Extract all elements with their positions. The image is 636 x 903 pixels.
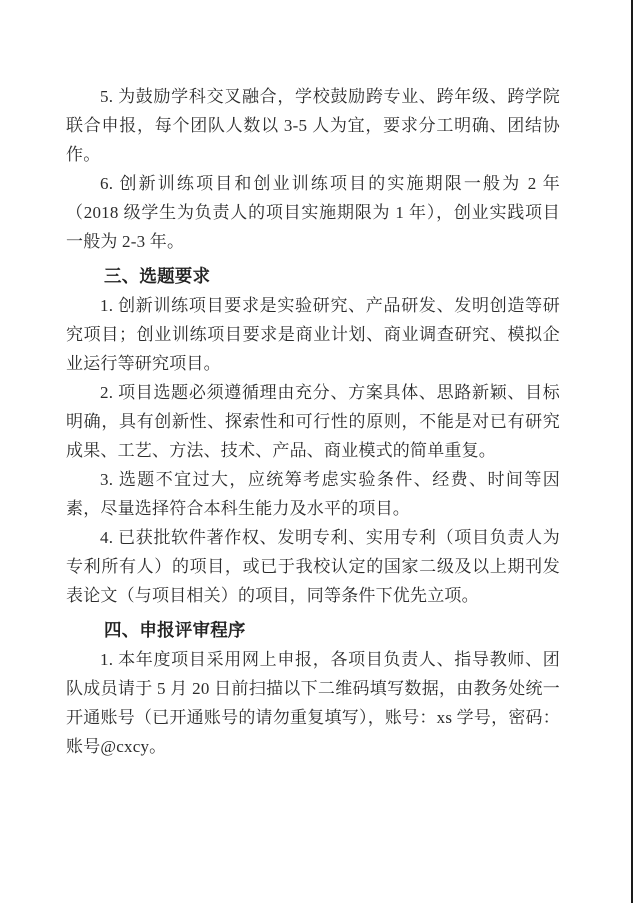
document-body: [66, 82, 560, 761]
section-heading: 三、选题要求: [104, 266, 211, 286]
paragraph: 4. 已获批软件著作权、发明专利、实用专利（项目负责人为专利所有人）的项目，或已于我校认定的国家二级及以上期刊发表论文（与项目相关）的项目，同等条件下优先立项。: [66, 528, 560, 605]
paragraph: 5. 为鼓励学科交叉融合，学校鼓励跨专业、跨年级、跨学院联合申报，每个团队人数以 3-5 人为宜，要求分工明确、团结协作。: [66, 87, 560, 164]
section-heading: 四、申报评审程序: [104, 620, 246, 640]
paragraph: 1. 本年度项目采用网上申报，各项目负责人、指导教师、团队成员请于 5 月 20 日前扫描以下二维码填写数据，由教务处统一开通账号（已开通账号的请勿重复填写），账号：xs 学号，密码：账号@cxcy。: [66, 650, 560, 756]
paragraph: 6. 创新训练项目和创业训练项目的实施期限一般为 2 年（2018 级学生为负责人的项目实施期限为 1 年），创业实践项目一般为 2-3 年。: [66, 174, 560, 251]
paragraph: 1. 创新训练项目要求是实验研究、产品研发、发明创造等研究项目；创业训练项目要求是商业计划、商业调查研究、模拟企业运行等研究项目。: [66, 296, 560, 373]
page-right-edge-line: [631, 0, 633, 903]
paragraph: 2. 项目选题必须遵循理由充分、方案具体、思路新颖、目标明确，具有创新性、探索性和可行性的原则，不能是对已有研究成果、工艺、方法、技术、产品、商业模式的简单重复。: [66, 383, 560, 460]
paragraph: 3. 选题不宜过大，应统筹考虑实验条件、经费、时间等因素，尽量选择符合本科生能力及水平的项目。: [66, 470, 560, 518]
